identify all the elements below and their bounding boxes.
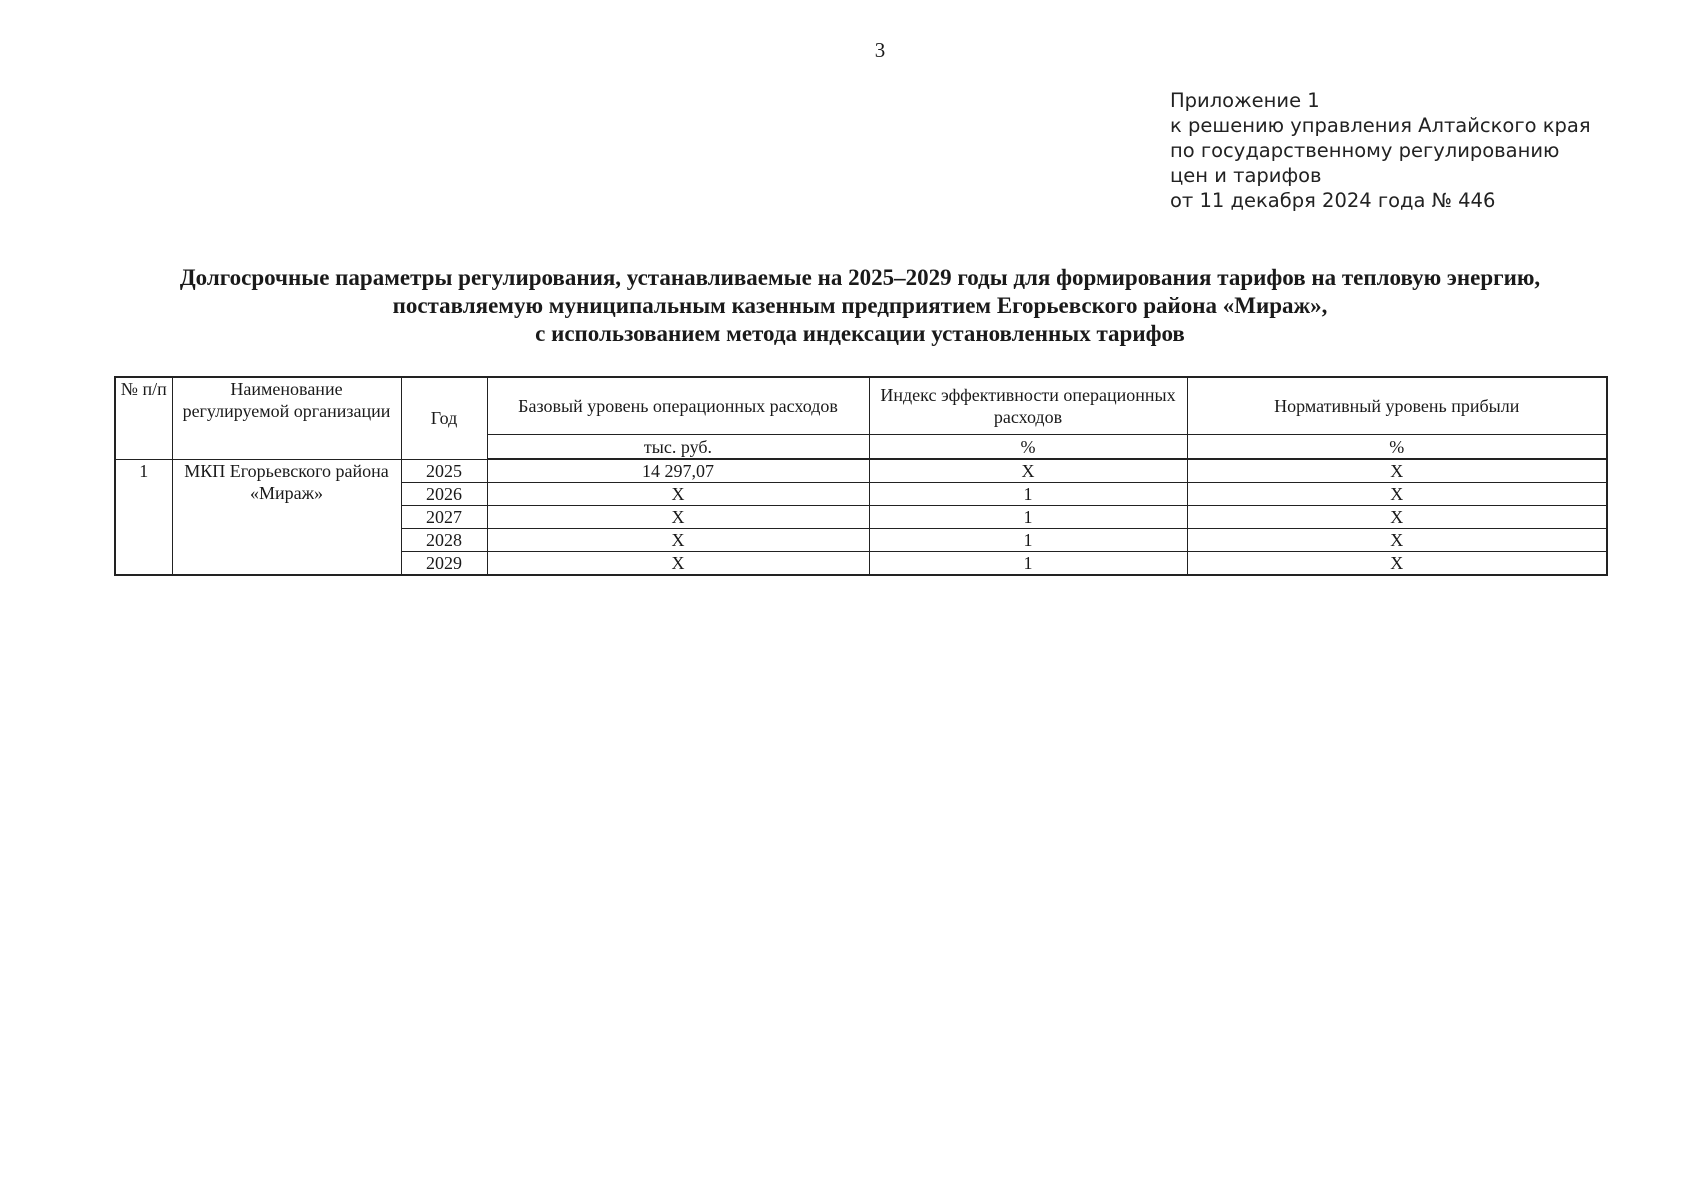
cell-year: 2025: [401, 459, 487, 483]
cell-year: 2028: [401, 529, 487, 552]
title-line: поставляемую муниципальным казенным предприятием Егорьевского района «Мираж»,: [392, 293, 1328, 318]
header-base-opex: Базовый уровень операционных расходов: [487, 377, 869, 435]
unit-base-opex: тыс. руб.: [487, 435, 869, 460]
cell-organization: МКП Егорьевского района «Мираж»: [172, 459, 401, 575]
title-line: Долгосрочные параметры регулирования, устанавливаемые на 2025–2029 годы для формирования тарифов на тепловую энергию,: [179, 265, 1541, 290]
cell-efficiency-index: Х: [869, 459, 1187, 483]
cell-profit-level: Х: [1187, 506, 1607, 529]
appendix-line: от 11 декабря 2024 года № 446: [1170, 189, 1496, 212]
header-year: Год: [401, 377, 487, 459]
document-title: [110, 264, 1610, 348]
cell-base-opex: Х: [487, 506, 869, 529]
cell-profit-level: Х: [1187, 552, 1607, 576]
unit-profit-level: %: [1187, 435, 1607, 460]
cell-base-opex: Х: [487, 552, 869, 576]
cell-base-opex: Х: [487, 483, 869, 506]
cell-number: 1: [115, 459, 172, 575]
cell-profit-level: Х: [1187, 529, 1607, 552]
header-profit-level: Нормативный уровень прибыли: [1187, 377, 1607, 435]
cell-profit-level: Х: [1187, 483, 1607, 506]
page-number: 3: [874, 38, 886, 62]
cell-efficiency-index: 1: [869, 529, 1187, 552]
cell-profit-level: Х: [1187, 459, 1607, 483]
header-efficiency-index: Индекс эффективности операционных расходов: [869, 377, 1187, 435]
table-header-row: [115, 377, 1607, 435]
cell-year: 2029: [401, 552, 487, 576]
appendix-line: по государственному регулированию: [1170, 139, 1560, 162]
cell-base-opex: Х: [487, 529, 869, 552]
table-row: [115, 459, 1607, 483]
cell-year: 2026: [401, 483, 487, 506]
appendix-line: цен и тарифов: [1170, 164, 1322, 187]
cell-year: 2027: [401, 506, 487, 529]
cell-efficiency-index: 1: [869, 506, 1187, 529]
cell-efficiency-index: 1: [869, 483, 1187, 506]
appendix-line: Приложение 1: [1170, 89, 1320, 112]
header-organization: Наименование регулируемой организации: [172, 377, 401, 459]
appendix-block: [1170, 88, 1591, 213]
header-number: № п/п: [115, 377, 172, 459]
title-line: с использованием метода индексации установленных тарифов: [535, 321, 1185, 346]
appendix-line: к решению управления Алтайского края: [1170, 114, 1591, 137]
cell-efficiency-index: 1: [869, 552, 1187, 576]
cell-base-opex: 14 297,07: [487, 459, 869, 483]
parameters-table: [114, 376, 1608, 576]
unit-efficiency-index: %: [869, 435, 1187, 460]
